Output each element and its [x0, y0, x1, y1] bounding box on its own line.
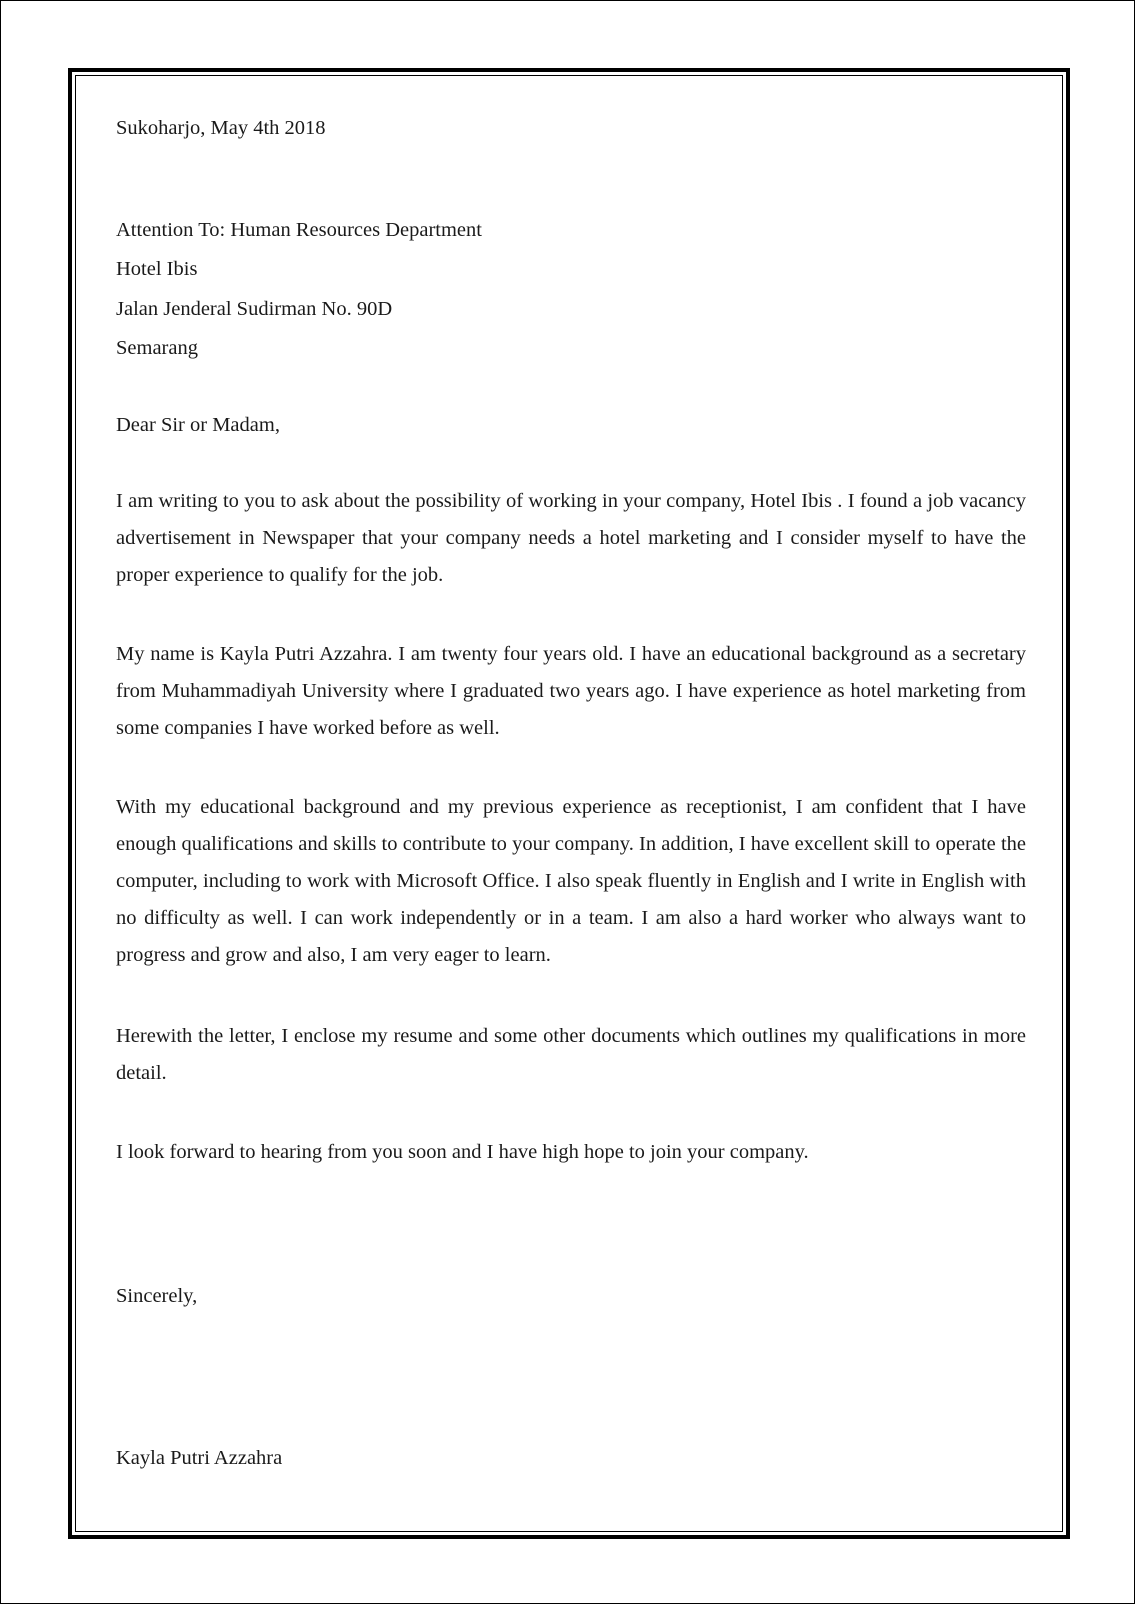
body-paragraph-3: With my educational background and my previous experience as receptionist, I am confident that I have enough qualifications and skills to contribute to your company. In addition, I have excellent skill to operate the computer, including to work with Microsoft Office. I also speak fluently in English and I write in English with no difficulty as well. I can work independently or in a team. I am also a hard worker who always want to progress and grow and also, I am very eager to learn. — [116, 796, 1026, 966]
recipient-street: Jalan Jenderal Sudirman No. 90D — [116, 298, 393, 320]
closing: Sincerely, — [116, 1285, 198, 1307]
body-paragraph-4: Herewith the letter, I enclose my resume and some other documents which outlines my qualifications in more detail. — [116, 1025, 1026, 1084]
recipient-city: Semarang — [116, 337, 198, 359]
body-paragraph-5: I look forward to hearing from you soon and I have high hope to join your company. — [116, 1141, 809, 1163]
recipient-attention: Attention To: Human Resources Department — [116, 219, 482, 241]
date-line: Sukoharjo, May 4th 2018 — [116, 117, 326, 139]
body-paragraph-1: I am writing to you to ask about the possibility of working in your company, Hotel Ibis . I found a job vacancy advertisement in Newspaper that your company needs a hotel marketing and I consider myself to have the proper experience to qualify for the job. — [116, 490, 1026, 586]
body-paragraph-2: My name is Kayla Putri Azzahra. I am twenty four years old. I have an educational background as a secretary from Muhammadiyah University where I graduated two years ago. I have experience as hotel marketing from some companies I have worked before as well. — [116, 643, 1026, 739]
salutation: Dear Sir or Madam, — [116, 414, 280, 436]
recipient-company: Hotel Ibis — [116, 258, 198, 280]
signature-name: Kayla Putri Azzahra — [116, 1447, 283, 1469]
